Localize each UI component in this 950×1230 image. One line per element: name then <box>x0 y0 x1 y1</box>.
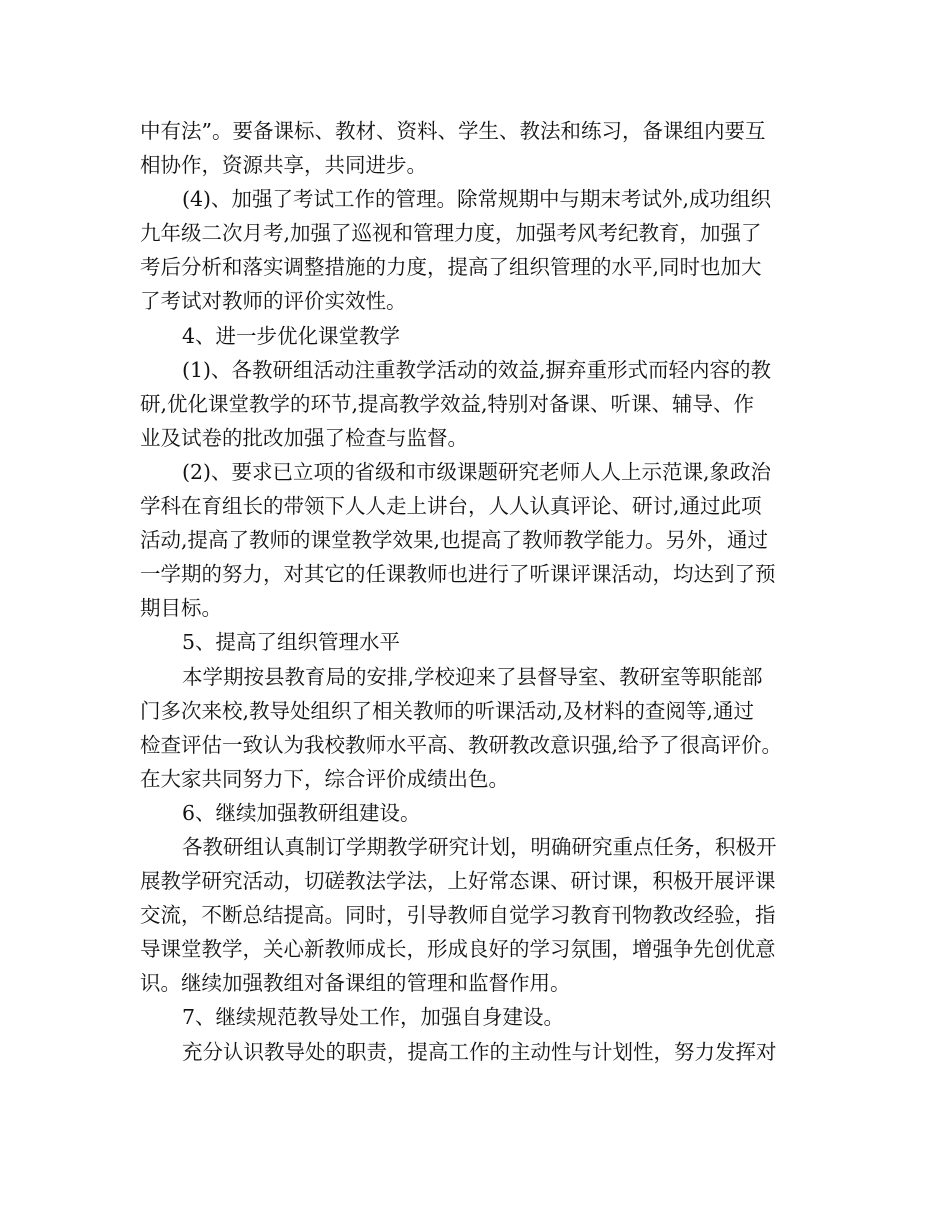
text-line: 检查评估一致认为我校教师水平高、教研教改意识强,给予了很高评价。 <box>140 732 783 757</box>
text-line: 相协作，资源共享，共同进步。 <box>140 153 427 178</box>
text-line: 学科在育组长的带领下人人走上讲台，人人认真评论、研讨,通过此项 <box>140 494 762 519</box>
text-line: 4、进一步优化课堂教学 <box>182 323 401 348</box>
text-line: 了考试对教师的评价实效性。 <box>140 289 407 314</box>
text-line: 业及试卷的批改加强了检查与监督。 <box>140 425 468 450</box>
text-line: 导课堂教学，关心新教师成长，形成良好的学习氛围，增强争先创优意 <box>140 937 776 962</box>
text-line: 各教研组认真制订学期教学研究计划，明确研究重点任务，积极开 <box>182 834 777 859</box>
text-line: 7、继续规范教导处工作，加强自身建设。 <box>182 1005 565 1030</box>
text-line: (4)、加强了考试工作的管理。除常规期中与期末考试外,成功组织 <box>182 187 772 212</box>
text-line: 考后分析和落实调整措施的力度，提高了组织管理的水平,同时也加大 <box>140 255 762 280</box>
text-line: 期目标。 <box>140 596 222 621</box>
text-line: 中有法”。要备课标、教材、资料、学生、教法和练习，备课组内要互 <box>140 119 766 143</box>
text-line: 6、继续加强教研组建设。 <box>182 800 421 825</box>
text-line: 活动,提高了教师的课堂教学效果,也提高了教师教学能力。另外，通过 <box>140 528 769 553</box>
text-line: 在大家共同努力下，综合评价成绩出色。 <box>140 766 509 791</box>
text-line: 交流，不断总结提高。同时，引导教师自觉学习教育刊物教改经验，指 <box>140 903 776 928</box>
text-line: 充分认识教导处的职责，提高工作的主动性与计划性，努力发挥对 <box>182 1039 777 1064</box>
text-line: 一学期的努力，对其它的任课教师也进行了听课评课活动，均达到了预 <box>140 562 776 587</box>
text-line: (1)、各教研组活动注重教学活动的效益,摒弃重形式而轻内容的教 <box>182 357 772 382</box>
text-line: 门多次来校,教导处组织了相关教师的听课活动,及材料的查阅等,通过 <box>140 698 755 723</box>
text-line: 本学期按县教育局的安排,学校迎来了县督导室、教研室等职能部 <box>182 664 763 689</box>
text-line: 研,优化课堂教学的环节,提高教学效益,特别对备课、听课、辅导、作 <box>140 391 755 416</box>
body-text <box>140 114 820 1069</box>
text-line: 九年级二次月考,加强了巡视和管理力度，加强考风考纪教育，加强了 <box>140 221 762 246</box>
text-line: 5、提高了组织管理水平 <box>182 630 401 655</box>
text-line: 展教学研究活动，切磋教法学法，上好常态课、研讨课，积极开展评课 <box>140 869 776 894</box>
text-line: 识。继续加强教组对备课组的管理和监督作用。 <box>140 971 571 996</box>
text-line: (2)、要求已立项的省级和市级课题研究老师人人上示范课,象政治 <box>182 459 772 484</box>
